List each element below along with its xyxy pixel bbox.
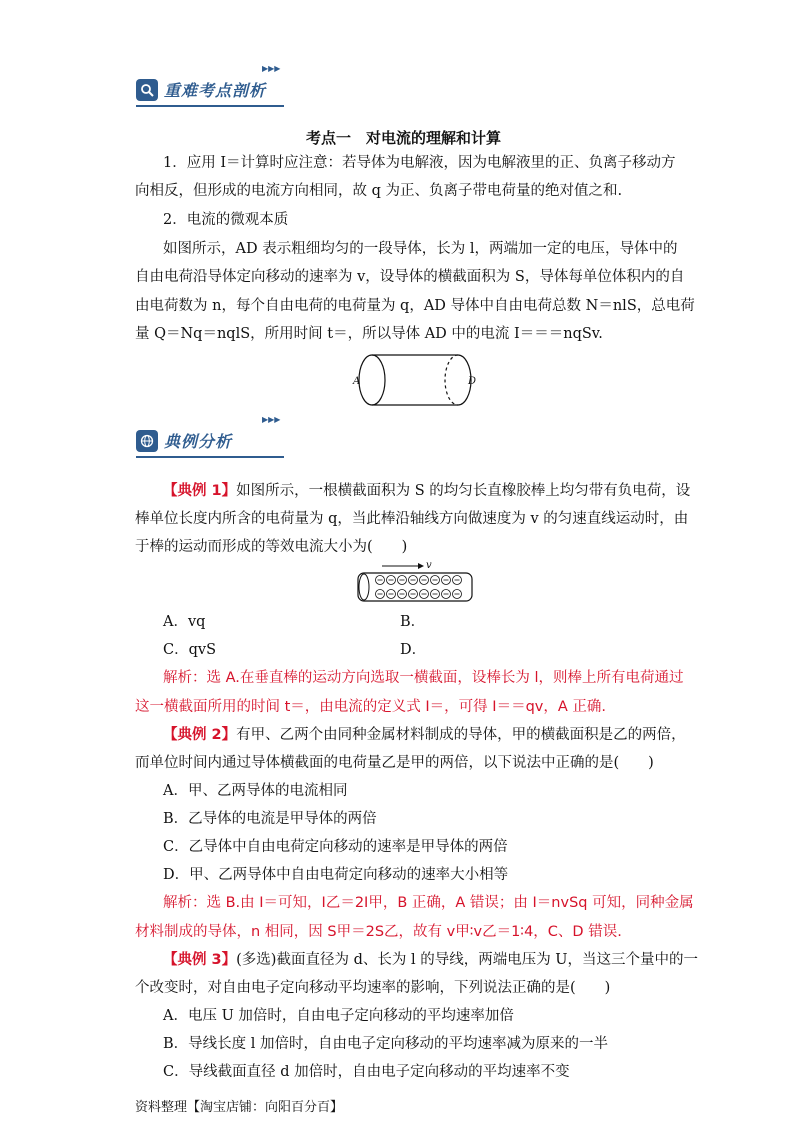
- example-1-line-1: [163, 481, 690, 501]
- example-1-line-3: 于棒的运动而形成的等效电流大小为( ): [135, 539, 408, 555]
- search-icon: [136, 79, 158, 101]
- banner-underline: [136, 105, 284, 107]
- example-1-option-d: D．: [400, 642, 427, 658]
- example-2-line-2: 而单位时间内通过导体横截面的电荷量乙是甲的两倍，以下说法中正确的是( ): [135, 755, 654, 771]
- section-banner-examples: [136, 415, 281, 452]
- topic-heading: 考点一 对电流的理解和计算: [306, 129, 502, 147]
- label-d: D: [468, 376, 477, 387]
- conductor-cylinder-figure: [348, 352, 488, 408]
- example-1-tag: 【典例 1】: [163, 483, 237, 499]
- example-1-text: 如图所示，一根横截面积为 S 的均匀长直橡胶棒上均匀带有负电荷，设: [236, 483, 691, 499]
- paragraph-2: 2．电流的微观本质: [163, 212, 289, 228]
- example-1-line-2: 棒单位长度内所含的电荷量为 q，当此棒沿轴线方向做速度为 v 的匀速直线运动时，由: [135, 511, 689, 527]
- example-2-option-d: D．甲、乙两导体中自由电荷定向移动的速率大小相等: [163, 867, 509, 883]
- example-1-solution-line-2: 这一横截面所用的时间 t＝，由电流的定义式 I＝，可得 I＝＝qv，A 正确.: [135, 699, 606, 715]
- example-2-option-b: B．乙导体的电流是甲导体的两倍: [163, 811, 377, 827]
- arrows-decoration: ▶▶▶: [262, 64, 281, 73]
- charged-rod-figure: [356, 560, 476, 604]
- example-3-option-b: B．导线长度 l 加倍时，自由电子定向移动的平均速率减为原来的一半: [163, 1036, 609, 1052]
- example-1-solution-line-1: 解析：选 A.在垂直棒的运动方向选取一横截面，设棒长为 l，则棒上所有电荷通过: [163, 670, 684, 686]
- paragraph-3-line-3: 由电荷数为 n，每个自由电荷的电荷量为 q，AD 导体中自由电荷总数 N＝nlS，总电荷: [135, 298, 695, 314]
- example-2-option-a: A．甲、乙两导体的电流相同: [163, 783, 348, 799]
- arrows-decoration: ▶▶▶: [262, 415, 281, 424]
- example-2-option-c: C．乙导体中自由电荷定向移动的速率是甲导体的两倍: [163, 839, 508, 855]
- example-1-option-a: A．vq: [163, 614, 206, 630]
- example-3-text: (多选)截面直径为 d、长为 l 的导线，两端电压为 U，当这三个量中的一: [236, 952, 699, 968]
- example-3-line-2: 个改变时，对自由电子定向移动平均速率的影响，下列说法正确的是( ): [135, 980, 611, 996]
- label-a: A: [353, 376, 361, 387]
- example-3-option-a: A．电压 U 加倍时，自由电子定向移动的平均速率加倍: [163, 1008, 514, 1024]
- example-3-option-c: C．导线截面直径 d 加倍时，自由电子定向移动的平均速率不变: [163, 1064, 570, 1080]
- velocity-label: v: [426, 560, 432, 571]
- paragraph-1-line-1: 1．应用 I＝计算时应注意：若导体为电解液，因为电解液里的正、负离子移动方: [163, 155, 676, 171]
- example-2-tag: 【典例 2】: [163, 727, 237, 743]
- section-title: 重难考点剖析: [164, 81, 267, 100]
- example-3-line-1: [163, 950, 698, 970]
- section-title: 典例分析: [164, 432, 233, 451]
- paragraph-3-line-1: 如图所示，AD 表示粗细均匀的一段导体，长为 l，两端加一定的电压，导体中的: [163, 241, 678, 257]
- paragraph-1-line-2: 向相反，但形成的电流方向相同，故 q 为正、负离子带电荷量的绝对值之和.: [135, 183, 623, 199]
- banner-underline: [136, 456, 284, 458]
- example-2-solution-line-2: 材料制成的导体，n 相同，因 S甲＝2S乙，故有 v甲∶v乙＝1∶4，C、D 错误.: [135, 924, 622, 940]
- globe-icon: [136, 430, 158, 452]
- example-1-option-b: B．: [400, 614, 426, 630]
- section-banner-key-points: [136, 64, 281, 101]
- paragraph-3-line-4: 量 Q＝Nq＝nqlS，所用时间 t＝，所以导体 AD 中的电流 I＝＝＝nqSv.: [135, 326, 603, 342]
- example-2-text: 有甲、乙两个由同种金属材料制成的导体，甲的横截面积是乙的两倍，: [236, 727, 686, 743]
- example-2-line-1: [163, 725, 686, 745]
- example-1-option-c: C．qvS: [163, 642, 217, 658]
- paragraph-3-line-2: 自由电荷沿导体定向移动的速率为 v，设导体的横截面积为 S，导体每单位体积内的自: [135, 269, 685, 285]
- page-footer: 资料整理【淘宝店铺：向阳百分百】: [135, 1100, 344, 1115]
- example-2-solution-line-1: 解析：选 B.由 I＝可知，I乙＝2I甲，B 正确，A 错误；由 I＝nvSq 可知，同种金属: [163, 895, 694, 911]
- example-3-tag: 【典例 3】: [163, 952, 237, 968]
